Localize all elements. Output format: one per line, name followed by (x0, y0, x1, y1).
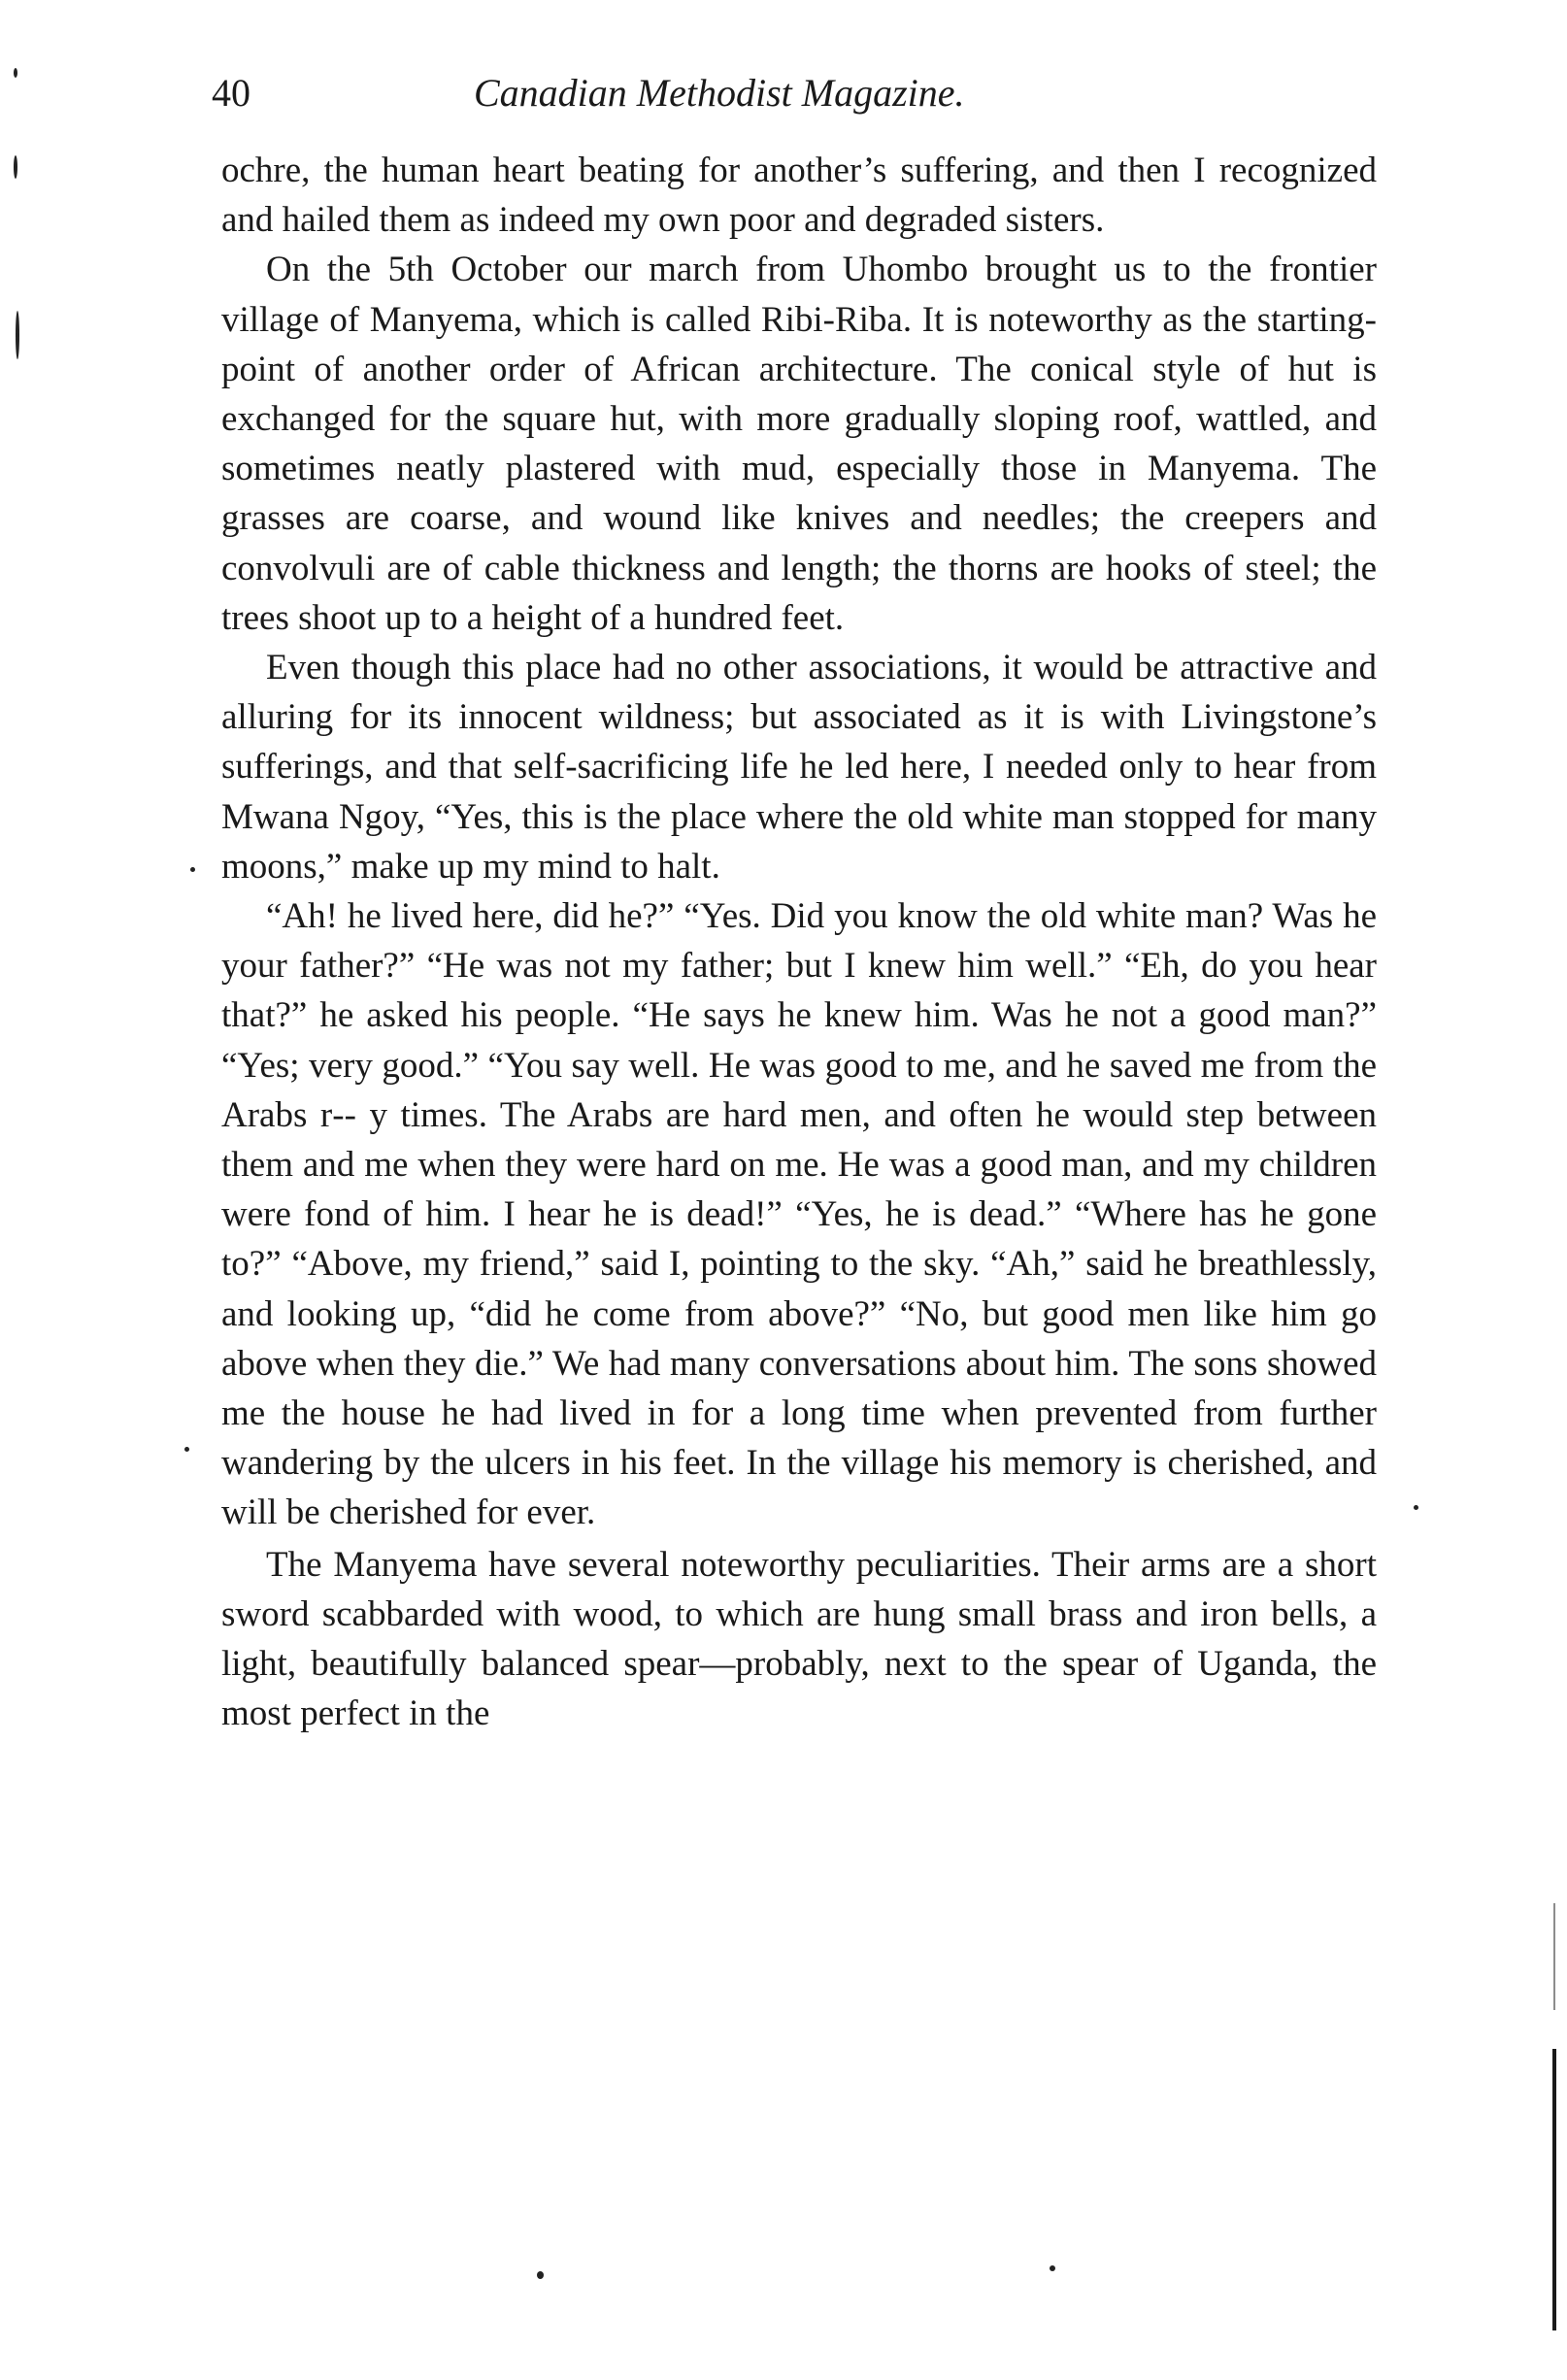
page-number: 40 (212, 71, 250, 115)
left-margin-speck (16, 311, 19, 359)
left-margin-speck (184, 1447, 189, 1452)
binding-edge-rule (1552, 2049, 1556, 2330)
left-margin-speck (190, 867, 195, 872)
paragraph-ribi-riba: On the 5th October our march from Uhombo brought us to the frontier village of Manyema, which is called Ribi-Riba. It is noteworthy as the starting-point of another order of African architecture. The conical style of hut is exchanged for the square hut, with more gradually sloping roof, wattled, and sometimes neatly plastered with mud, especially those in Manyema. The grasses are coarse, and wound like knives and needles; the creepers and convolvuli are of cable thickness and length; the thorns are hooks of steel; the trees shoot up to a height of a hundred feet. (221, 250, 1377, 638)
paragraph-manyema-arms: The Manyema have several noteworthy peculiarities. Their arms are a short sword scabbarded with wood, to which are hung small brass and iron bells, a light, beautifully balanced spear—probably, next to the spear of Uganda, the most perfect in the (221, 1544, 1377, 1734)
running-head (212, 64, 1386, 122)
paragraph-livingstone: Even though this place had no other associations, it would be attractive and alluring for its innocent wildness; but associated as it is with Livingstone’s sufferings, and that self-sacrificing life he led here, I needed only to hear from Mwana Ngoy, “Yes, this is the place where the old white man stopped for many moons,” make up my mind to halt. (221, 648, 1377, 887)
left-margin-speck (14, 68, 17, 78)
paragraph-dialogue: “Ah! he lived here, did he?” “Yes. Did you know the old white man? Was he your father?” “He was not my father; but I knew him well.” “Eh, do you hear that?” he asked his people. “He says he knew him. Was he not a good man?” “Yes; very good.” “You say well. He was good to me, and he saved me from the Arabs r‐‐ y times. The Arabs are hard men, and often he would step between them and me when they were hard on me. He was a good man, and my children were fond of him. I hear he is dead!” “Yes, he is dead.” “Where has he gone to?” “Above, my friend,” said I, pointing to the sky. “Ah,” said he breathlessly, and looking up, “did he come from above?” “No, but good men like him go above when they die.” We had many conversations about him. The sons showed me the house he had lived in for a long time when prevented from further wandering by the ulcers in his feet. In the village his memory is cherished, and will be cherished for ever. (221, 896, 1377, 1533)
bottom-speck (1050, 2265, 1055, 2271)
right-margin-speck (1414, 1505, 1418, 1510)
article-body (221, 146, 1377, 1739)
left-margin-speck (14, 155, 17, 179)
binding-edge-rule (1553, 1903, 1555, 2010)
bottom-speck (537, 2271, 544, 2279)
paragraph-continued: ochre, the human heart beating for another’s suffering, and then I recognized and hailed them as indeed my own poor and degraded sisters. (221, 151, 1377, 241)
magazine-title: Canadian Methodist Magazine. (474, 71, 965, 115)
